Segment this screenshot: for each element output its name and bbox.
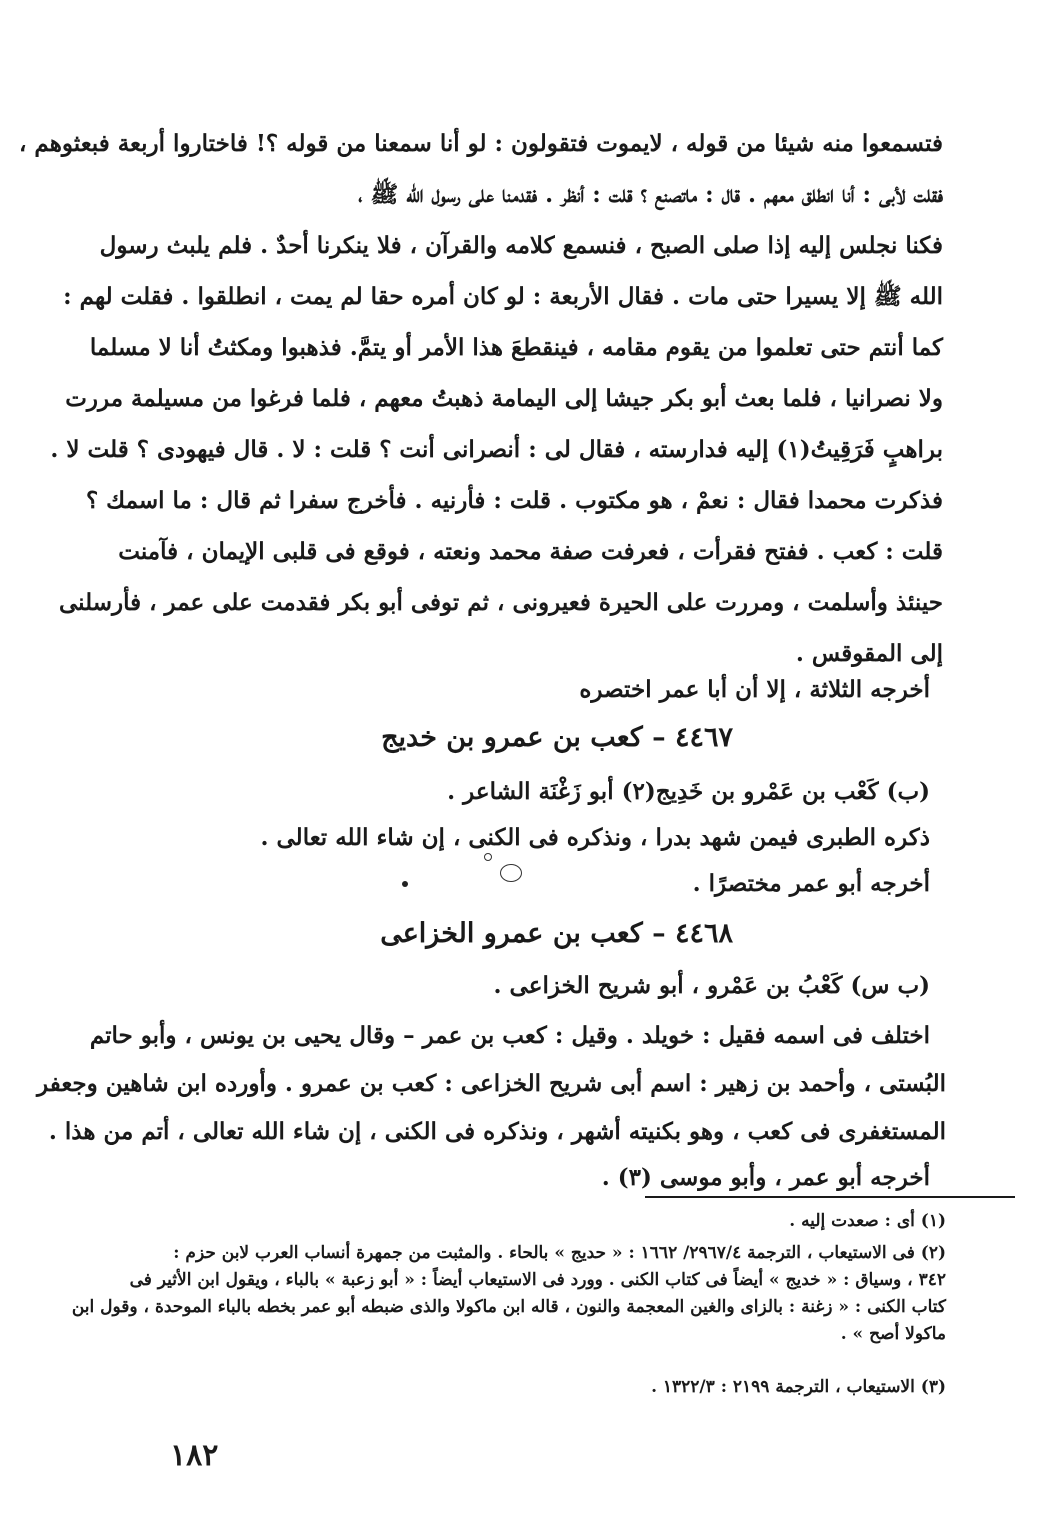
body-line: كما أنتم حتى تعلموا من يقوم مقامه ، فينقطعَ هذا الأمر أو يتمَّ. فذهبوا ومكثتُ أنا لا مسلما — [89, 334, 943, 361]
entry-4467-line1: (ب) كَعْب بن عَمْرو بن خَدِيج(٢) أبو زَغْنَة الشاعر . — [447, 778, 930, 805]
body-line: ولا نصرانيا ، فلما بعث أبو بكر جيشا إلى اليمامة ذهبتُ معهم ، فلما فرغوا من مسيلمة مررت — [65, 385, 943, 412]
body-line: فتسمعوا منه شيئا من قوله ، لايموت فتقولون : لو أنا سمعنا من قوله ؟! فاختاروا أربعة فبعثوهم ، — [19, 130, 943, 157]
ink-speck — [402, 881, 408, 887]
entry-4468-line1: (ب س) كَعْبُ بن عَمْرو ، أبو شريح الخزاعى . — [493, 972, 930, 999]
body-line: إلى المقوقس . — [795, 640, 943, 667]
entry-4467-line3: أخرجه أبو عمر مختصرًا . — [692, 870, 930, 897]
body-line: براهبٍ فَرَقِيتُ(١) إليه فدارسته ، فقال لى : أنصرانى أنت ؟ قلت : لا . قال فيهودى ؟ قلت لا . — [50, 436, 943, 463]
entry-heading-4467: ٤٤٦٧ – كعب بن عمرو بن خديج — [381, 722, 733, 753]
source-note: أخرجه الثلاثة ، إلا أن أبا عمر اختصره — [579, 676, 930, 703]
body-line: فكنا نجلس إليه إذا صلى الصبح ، فنسمع كلامه والقرآن ، فلا ينكرنا أحدٌ . فلم يلبث رسول — [99, 232, 943, 259]
footnote-2-line: ماكولا أصح » . — [840, 1324, 946, 1344]
footnote-separator — [645, 1196, 1015, 1198]
entry-4468-body-line: البُستى ، وأحمد بن زهير : اسم أبى شريح الخزاعى : كعب بن عمرو . وأورده ابن شاهين وجعفر — [37, 1070, 946, 1097]
body-line: فقلت لأبى : أنا انطلق معهم . قال : ماتصنع ؟ قلت : أنظر . فقدمنا على رسول الله ﷺ ، — [358, 181, 943, 208]
footnote-2-line: كتاب الكنى : « زغنة : بالزاى والغين المعجمة والنون ، قاله ابن ماكولا والذى ضبطه أبو عمر بخطه بالباء الموحدة ، وقول ابن — [71, 1297, 946, 1317]
entry-4467-line2: ذكره الطبرى فيمن شهد بدرا ، ونذكره فى الكنى ، إن شاء الله تعالى . — [260, 824, 930, 851]
body-line: قلت : كعب . ففتح فقرأت ، فعرفت صفة محمد ونعته ، فوقع فى قلبى الإيمان ، فآمنت — [118, 538, 943, 565]
body-line: فذكرت محمدا فقال : نعمْ ، هو مكتوب . قلت : فأرنيه . فأخرج سفرا ثم قال : ما اسمك ؟ — [85, 487, 943, 514]
page-number: ١٨٢ — [170, 1438, 219, 1473]
footnote-2-line: ٣٤٢ ، وسياق : « خديج » أيضاً فى كتاب الكنى . وورد فى الاستيعاب أيضاً : « أبو زعبة » بالباء ، ويقول ابن الأثير فى — [129, 1270, 946, 1290]
footnote-2-line: (٢) فى الاستيعاب ، الترجمة ٢٩٦٧/٤/ ١٦٦٢ : « حديج » بالحاء . والمثبت من جمهرة أنساب العرب لابن حزم : — [173, 1243, 946, 1263]
body-line: الله ﷺ إلا يسيرا حتى مات . فقال الأربعة : لو كان أمره حقا لم يمت ، انطلقوا . فقلت لهم : — [63, 283, 943, 310]
circle-mark — [500, 864, 522, 882]
dot-mark — [484, 853, 492, 861]
main-paragraph — [19, 118, 943, 679]
footnote-1: (١) أى : صعدت إليه . — [789, 1211, 946, 1231]
entry-heading-4468: ٤٤٦٨ – كعب بن عمرو الخزاعى — [380, 918, 733, 949]
body-line: حينئذ وأسلمت ، ومررت على الحيرة فعيرونى ، ثم توفى أبو بكر فقدمت على عمر ، فأرسلنى — [58, 589, 943, 616]
footnote-3: (٣) الاستيعاب ، الترجمة ٢١٩٩ : ١٣٢٢/٣ . — [651, 1377, 946, 1397]
entry-4468-last: أخرجه أبو عمر ، وأبو موسى (٣) . — [601, 1164, 930, 1191]
entry-4468-body-line: المستغفرى فى كعب ، وهو بكنيته أشهر ، ونذكره فى الكنى ، إن شاء الله تعالى ، أتم من هذا . — [48, 1118, 946, 1145]
entry-4468-body-line: اختلف فى اسمه فقيل : خويلد . وقيل : كعب بن عمر – وقال يحيى بن يونس ، وأبو حاتم — [89, 1022, 930, 1049]
